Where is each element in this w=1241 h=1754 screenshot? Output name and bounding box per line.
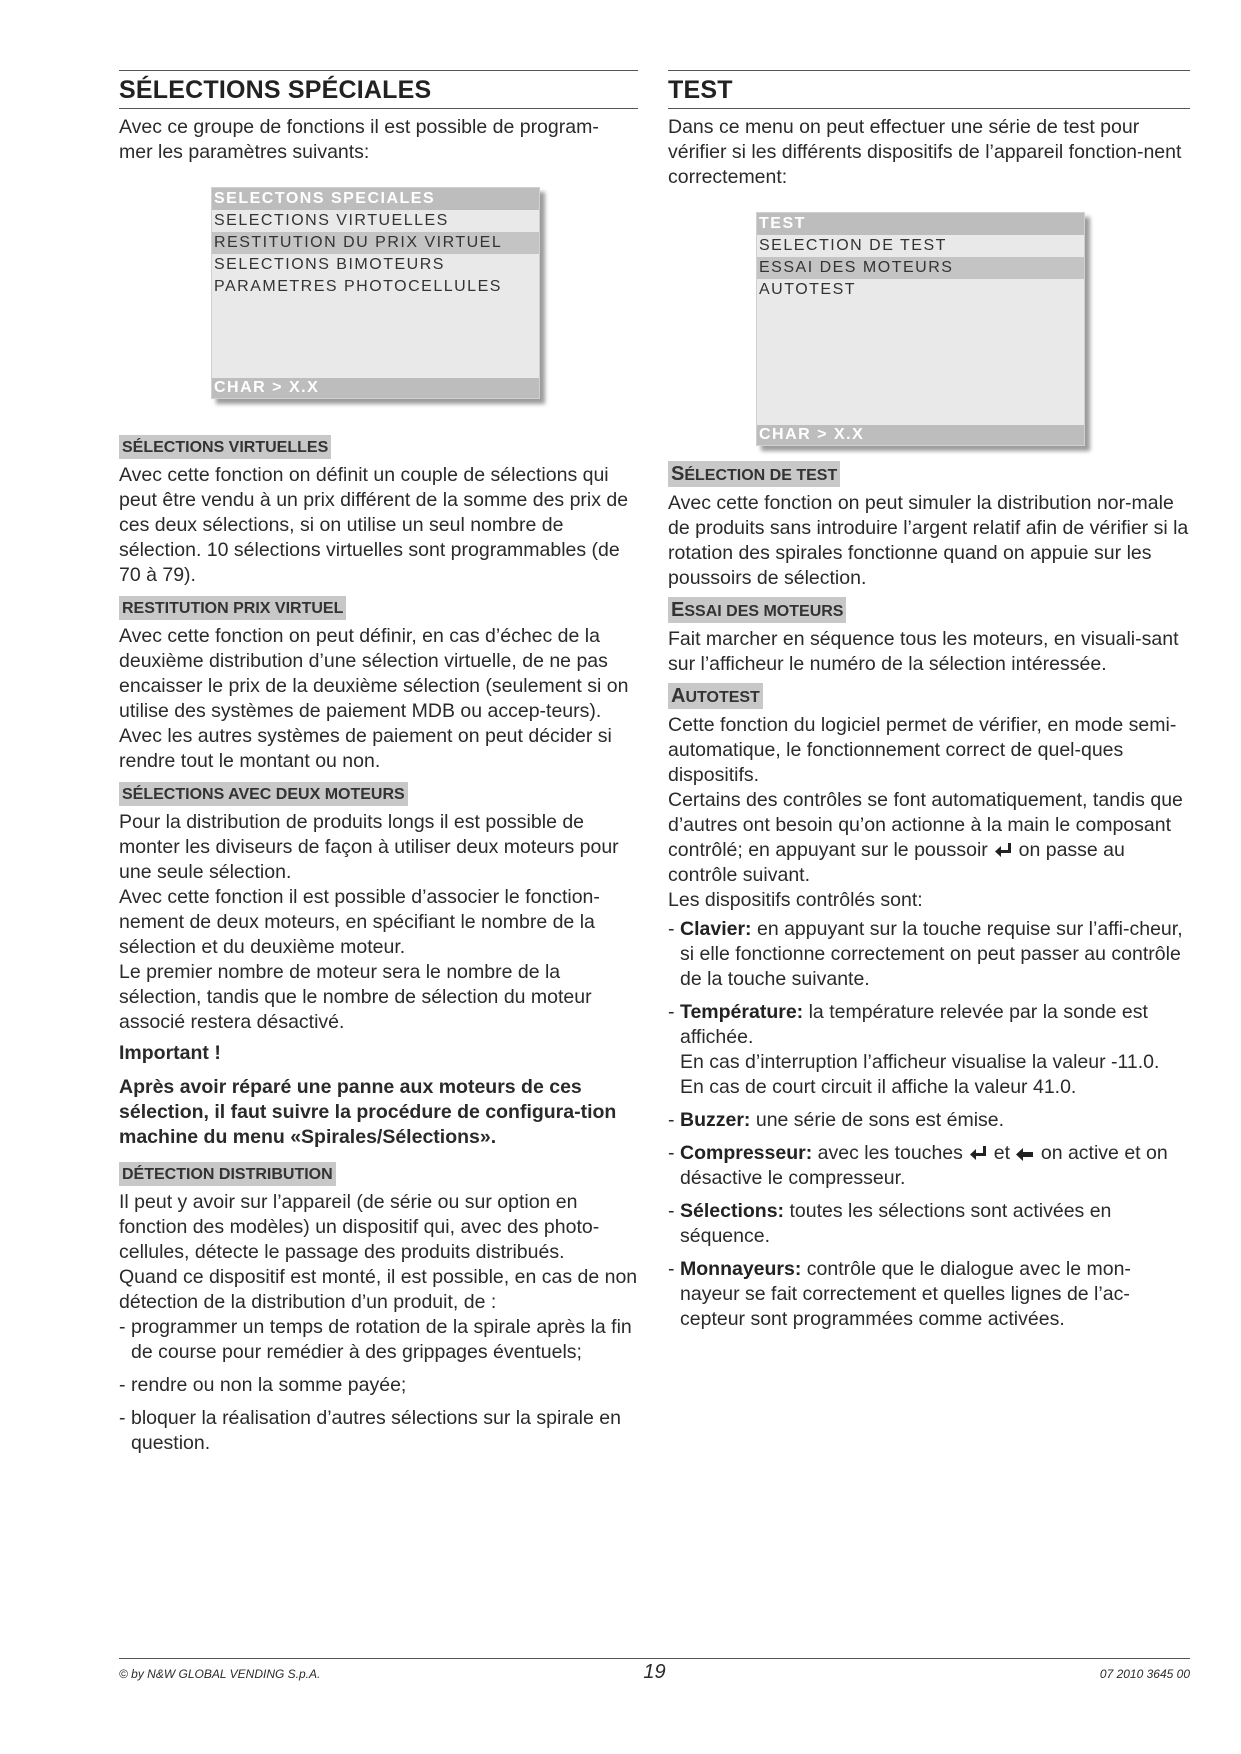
- paragraph: Les dispositifs contrôlés sont:: [668, 889, 923, 911]
- important-text: Après avoir réparé une panne aux moteurs de ces sélection, il faut suivre la procédure de configura-tion machine du menu «Spirales/Sélections».: [119, 1076, 617, 1148]
- menu-screen-test: [668, 190, 1190, 455]
- list-item-monnayeurs: - Monnayeurs: contrôle que le dialogue avec le mon-nayeur se fait correctement et quelles lignes de l’ac-cepteur sont programmées comme activées.: [668, 1258, 1131, 1330]
- subheading-selections-virtuelles: SÉLECTIONS VIRTUELLES: [119, 435, 331, 459]
- subheading-autotest: AUTOTEST: [668, 683, 763, 709]
- enter-key-icon: [993, 842, 1013, 860]
- section-title-selections-speciales: SÉLECTIONS SPÉCIALES: [119, 70, 638, 109]
- screen-item: SELECTION DE TEST: [759, 237, 947, 254]
- screen-header: SELECTONS SPECIALES: [212, 188, 539, 210]
- list-item-compresseur: - Compresseur: avec les touches et on active et on désactive le compresseur.: [668, 1142, 1168, 1189]
- screen-header: TEST: [757, 213, 1084, 235]
- subheading-essai-moteurs: ESSAI DES MOTEURS: [668, 597, 846, 623]
- screen-item: SELECTIONS BIMOTEURS: [214, 256, 445, 273]
- paragraph: Cette fonction du logiciel permet de vérifier, en mode semi-automatique, le fonctionnement correct de quel-ques dispositifs.: [668, 714, 1177, 786]
- page-footer: [119, 1658, 1190, 1683]
- screen-footer: CHAR > X.X: [757, 425, 1084, 445]
- screen-item: PARAMETRES PHOTOCELLULES: [214, 278, 502, 295]
- screen-footer: CHAR > X.X: [212, 378, 539, 398]
- list-item-temperature: - Température: la température relevée par la sonde est affichée. En cas d’interruption l’afficheur visualise la valeur -11.0. En cas de court circuit il affiche la valeur 41.0.: [668, 1001, 1160, 1098]
- section-title-test: TEST: [668, 70, 1190, 109]
- back-arrow-icon: [1015, 1145, 1035, 1163]
- paragraph: Avec cette fonction on peut définir, en cas d’échec de la deuxième distribution d’une sélection virtuelle, de ne pas encaisser le prix de la deuxième sélection (seulement si on utilise des systèmes de paiement MDB ou accep-teurs). Avec les autres systèmes de paiement on peut décider si rendre tout le montant ou non.: [119, 625, 629, 772]
- right-column: [668, 70, 1190, 1332]
- screen-item-selected: RESTITUTION DU PRIX VIRTUEL: [212, 232, 539, 254]
- screen-item: AUTOTEST: [759, 281, 857, 298]
- paragraph: Il peut y avoir sur l’appareil (de série ou sur option en fonction des modèles) un dispositif qui, avec des photo-cellules, détecte le passage des produits distribués. Quand ce dispositif est monté, il est possible, en cas de non détection de la distribution d’un produit, de :: [119, 1191, 638, 1313]
- document-code: 07 2010 3645 00: [1099, 1667, 1190, 1681]
- intro-text: Dans ce menu on peut effectuer une série de test pour vérifier si les différents dispositifs de l’appareil fonction-nent correctement:: [668, 116, 1182, 188]
- subheading-selection-de-test: SÉLECTION DE TEST: [668, 461, 840, 487]
- paragraph: Avec cette fonction on définit un couple de sélections qui peut être vendu à un prix différent de la somme des prix de ces deux sélections, si on utilise un seul nombre de sélection. 10 sélections virtuelles sont programmables (de 70 à 79).: [119, 464, 629, 586]
- paragraph: Certains des contrôles se font automatiquement, tandis que d’autres ont besoin qu’on actionne à la main le composant contrôlé; en appuyant sur le poussoir on passe au contrôle suivant.: [668, 789, 1183, 886]
- page-number: 19: [643, 1661, 666, 1683]
- list-item-buzzer: - Buzzer: une série de sons est émise.: [668, 1109, 1005, 1131]
- subheading-deux-moteurs: SÉLECTIONS AVEC DEUX MOTEURS: [119, 782, 408, 806]
- left-column: [119, 70, 638, 1456]
- intro-text: Avec ce groupe de fonctions il est possible de program- mer les paramètres suivants:: [119, 116, 599, 163]
- paragraph: Fait marcher en séquence tous les moteurs, en visuali-sant sur l’afficheur le numéro de la sélection intéressée.: [668, 628, 1179, 675]
- list-item-selections: - Sélections: toutes les sélections sont activées en séquence.: [668, 1200, 1112, 1247]
- menu-screen-selections: [119, 165, 638, 431]
- list-item: - rendre ou non la somme payée;: [119, 1374, 407, 1396]
- copyright: © by N&W GLOBAL VENDING S.p.A.: [119, 1667, 321, 1681]
- screen-item: SELECTIONS VIRTUELLES: [214, 212, 449, 229]
- subheading-detection-distribution: DÉTECTION DISTRIBUTION: [119, 1162, 336, 1186]
- list-item: - programmer un temps de rotation de la spirale après la fin de course pour remédier à des grippages éventuels;: [119, 1316, 632, 1363]
- enter-key-icon: [968, 1145, 988, 1163]
- list-item: - bloquer la réalisation d’autres sélections sur la spirale en question.: [119, 1407, 621, 1454]
- important-label: Important !: [119, 1042, 221, 1064]
- subheading-restitution-prix: RESTITUTION PRIX VIRTUEL: [119, 596, 346, 620]
- screen-item-selected: ESSAI DES MOTEURS: [757, 257, 1084, 279]
- paragraph: Pour la distribution de produits longs il est possible de monter les diviseurs de façon à utiliser deux moteurs pour une seule sélection. Avec cette fonction il est possible d’associer le fonction-nement de deux moteurs, en spécifiant le nombre de la sélection et du deuxième moteur. Le premier nombre de moteur sera le nombre de la sélection, tandis que le nombre de sélection du moteur associé restera désactivé.: [119, 811, 619, 1033]
- paragraph: Avec cette fonction on peut simuler la distribution nor-male de produits sans introduire l’argent relatif afin de vérifier si la rotation des spirales fonctionne quand on appuie sur les poussoirs de sélection.: [668, 492, 1189, 589]
- list-item-clavier: - Clavier: en appuyant sur la touche requise sur l’affi-cheur, si elle fonctionne correctement on peut passer au contrôle de la touche suivante.: [668, 918, 1183, 990]
